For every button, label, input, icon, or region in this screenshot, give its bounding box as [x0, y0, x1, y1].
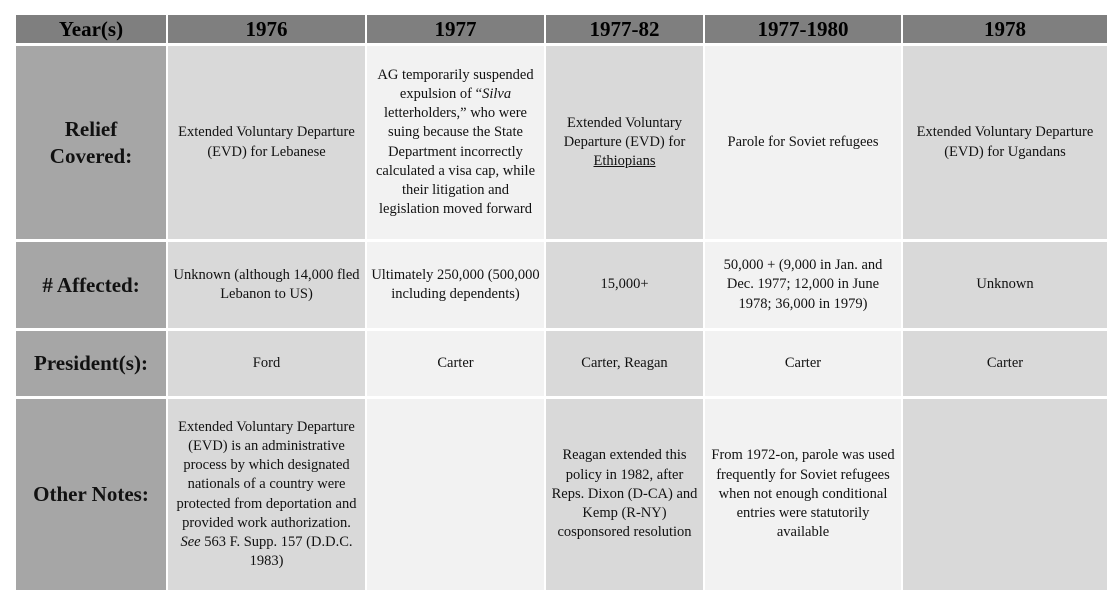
relief-label-line1: Relief — [64, 116, 118, 141]
notes-text-1977-82: Reagan extended this policy in 1982, after Reps. Dixon (D-CA) and Kemp (R-NY) cosponsored resolution — [551, 447, 698, 541]
header-year-1977-82: 1977-82 — [546, 15, 703, 43]
relief-text-1977-82: Extended Voluntary Departure (EVD) for Ethiopians — [563, 114, 686, 170]
president-text-1977: Carter — [437, 354, 474, 371]
ethiopians-underlined: Ethiopians — [593, 153, 656, 170]
president-cell-1976 — [168, 331, 365, 396]
header-year-1977: 1977 — [367, 15, 544, 43]
president-text-1976: Ford — [252, 354, 281, 371]
relief-text-1978: Extended Voluntary Departure (EVD) for Ugandans — [916, 124, 1094, 160]
see-citation-italic: See — [180, 533, 201, 550]
president-cell-1977-82 — [546, 331, 703, 396]
relief-text-1977-1980: Parole for Soviet refugees — [727, 133, 879, 150]
affected-cell-1976 — [168, 242, 365, 328]
affected-text-1976: Unknown (although 14,000 fled Lebanon to US) — [173, 266, 360, 302]
header-year-1976: 1976 — [168, 15, 365, 43]
affected-text-1978: Unknown — [976, 276, 1034, 293]
notes-text-1976: Extended Voluntary Departure (EVD) is an administrative process by which designated nationals of a country were protected from deportation and provided work authorization. See 563 F. Supp. 157 (D.D.C. 1983) — [176, 418, 357, 570]
affected-cell-1977-1980 — [705, 242, 901, 328]
notes-cell-1976 — [168, 399, 365, 590]
affected-text-1977: Ultimately 250,000 (500,000 including dependents) — [371, 266, 540, 302]
relief-cell-1978 — [903, 46, 1107, 239]
relief-table — [16, 15, 1097, 581]
notes-cell-1977-1980 — [705, 399, 901, 590]
president-cell-1978 — [903, 331, 1107, 396]
row-label-affected: # Affected: — [16, 242, 166, 328]
notes-text-1977-1980: From 1972-on, parole was used frequently for Soviet refugees when not enough conditional entries were statutorily available — [711, 447, 895, 541]
relief-cell-1977-82 — [546, 46, 703, 239]
affected-text-1977-1980: 50,000 + (9,000 in Jan. and Dec. 1977; 12,000 in June 1978; 36,000 in 1979) — [723, 257, 883, 312]
affected-cell-1977-82 — [546, 242, 703, 328]
relief-cell-1977-1980 — [705, 46, 901, 239]
relief-text-1977: AG temporarily suspended expulsion of “Silva letterholders,” who were suing because the State Department incorrectly calculated a visa cap, while their litigation and legislation moved forward — [375, 66, 536, 218]
affected-text-1977-82: 15,000+ — [600, 276, 649, 293]
affected-cell-1978 — [903, 242, 1107, 328]
row-label-relief — [16, 46, 166, 239]
silva-italic: Silva — [482, 85, 512, 102]
row-label-notes: Other Notes: — [16, 399, 166, 590]
header-year-1977-1980: 1977-1980 — [705, 15, 901, 43]
relief-label-line2: Covered: — [49, 143, 133, 168]
president-text-1977-82: Carter, Reagan — [581, 354, 668, 371]
header-label: Year(s) — [16, 15, 166, 43]
affected-cell-1977 — [367, 242, 544, 328]
president-text-1977-1980: Carter — [784, 354, 822, 371]
relief-text-1976: Extended Voluntary Departure (EVD) for Lebanese — [178, 124, 355, 160]
header-year-1978: 1978 — [903, 15, 1107, 43]
notes-cell-1978 — [903, 399, 1107, 590]
president-cell-1977-1980 — [705, 331, 901, 396]
notes-cell-1977 — [367, 399, 544, 590]
president-cell-1977 — [367, 331, 544, 396]
notes-cell-1977-82 — [546, 399, 703, 590]
relief-cell-1976 — [168, 46, 365, 239]
president-text-1978: Carter — [986, 354, 1024, 371]
row-label-president: President(s): — [16, 331, 166, 396]
relief-cell-1977 — [367, 46, 544, 239]
